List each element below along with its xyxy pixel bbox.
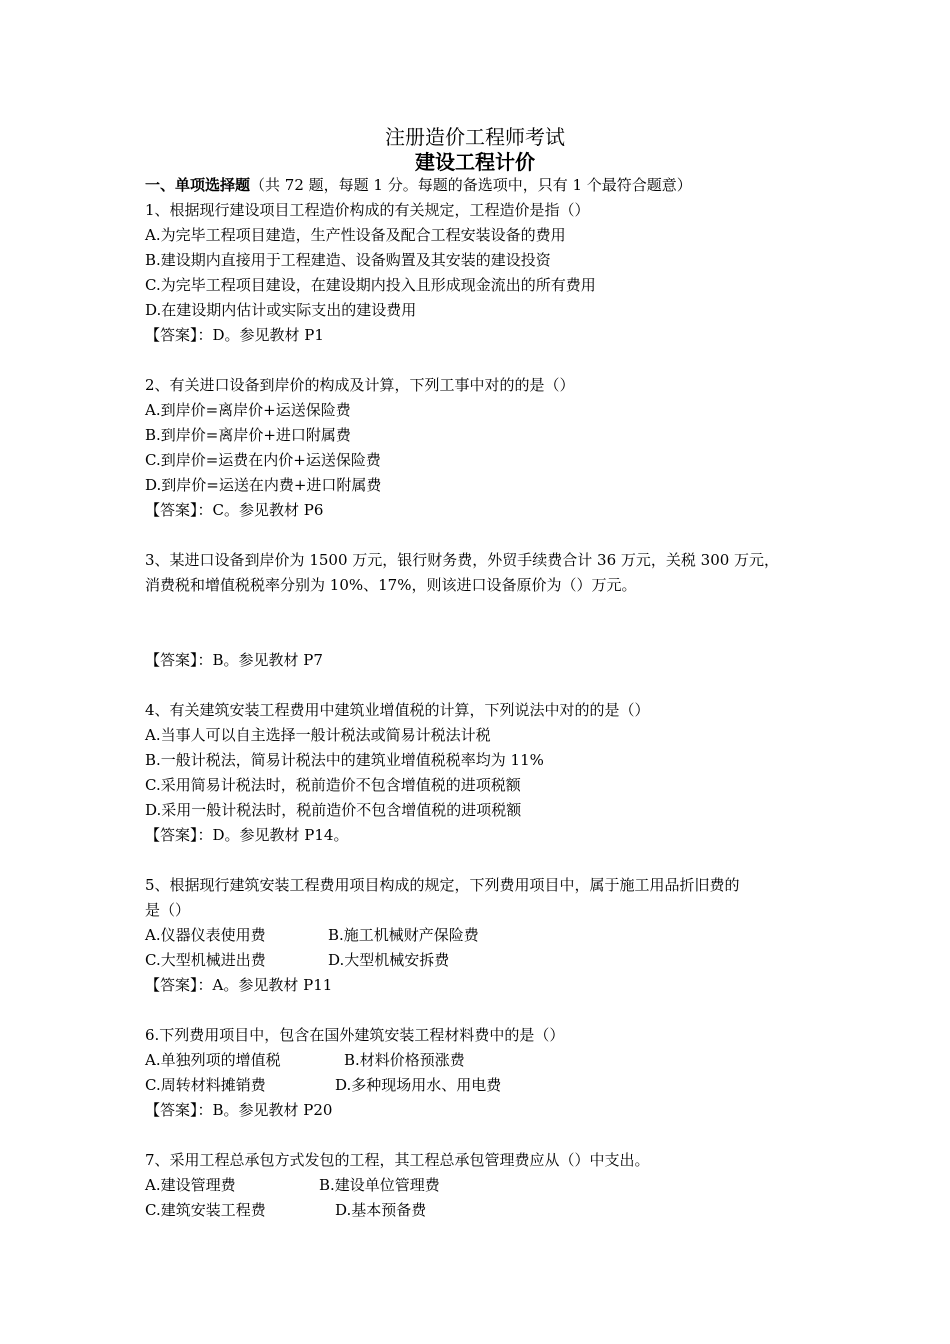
answer: 【答案】：C。参见教材 P6 [145,501,324,519]
option-a: A.建设管理费 [145,1176,236,1194]
option-a: A.为完毕工程项目建造，生产性设备及配合工程安装设备的费用 [145,226,566,244]
document-subtitle: 建设工程计价 [415,150,535,174]
answer: 【答案】：B。参见教材 P20 [145,1101,333,1119]
option-d: D.多种现场用水、用电费 [335,1076,502,1094]
option-a: A.当事人可以自主选择一般计税法或简易计税法计税 [145,726,491,744]
answer: 【答案】：D。参见教材 P1 [145,326,324,344]
option-c: C.大型机械进出费 [145,951,266,969]
question-7 [145,1148,825,1223]
question-6 [145,1023,825,1123]
option-a: A.到岸价=离岸价+运送保险费 [145,401,351,419]
section-heading-label: 一、单项选择题 [145,176,251,194]
question-stem: 4、有关建筑安装工程费用中建筑业增值税的计算，下列说法中对的的是（） [145,701,650,719]
option-d: D.大型机械安拆费 [328,951,450,969]
question-stem: 6.下列费用项目中，包含在国外建筑安装工程材料费中的是（） [145,1026,565,1044]
question-stem-line-2: 消费税和增值税税率分别为 10%、17%，则该进口设备原价为（）万元。 [145,576,637,594]
option-c: C.周转材料摊销费 [145,1076,266,1094]
option-row-2 [145,948,825,973]
document-body [145,173,825,1223]
question-2 [145,373,825,523]
option-d: D.采用一般计税法时，税前造价不包含增值税的进项税额 [145,801,522,819]
option-b: B.一般计税法，简易计税法中的建筑业增值税税率均为 11% [145,751,544,769]
question-stem: 2、有关进口设备到岸价的构成及计算，下列工事中对的的是（） [145,376,575,394]
question-1 [145,198,825,348]
option-d: D.在建设期内估计或实际支出的建设费用 [145,301,417,319]
section-heading-note: （共 72 题，每题 1 分。每题的备选项中，只有 1 个最符合题意） [250,176,692,194]
question-3 [145,548,825,673]
question-stem-line-1: 3、某进口设备到岸价为 1500 万元，银行财务费，外贸手续费合计 36 万元，关税 300 万元， [145,551,780,569]
answer: 【答案】：A。参见教材 P11 [145,976,333,994]
answer: 【答案】：D。参见教材 P14。 [145,826,349,844]
answer: 【答案】：B。参见教材 P7 [145,651,323,669]
option-row-1 [145,1048,825,1073]
option-a: A.仪器仪表使用费 [145,926,266,944]
option-b: B.建设期内直接用于工程建造、设备购置及其安装的建设投资 [145,251,551,269]
option-b: B.施工机械财产保险费 [328,926,479,944]
question-stem-line-2: 是（） [145,901,191,919]
option-c: C.为完毕工程项目建设，在建设期内投入且形成现金流出的所有费用 [145,276,596,294]
option-row-1 [145,923,825,948]
option-c: C.采用简易计税法时，税前造价不包含增值税的进项税额 [145,776,521,794]
option-row-2 [145,1198,825,1223]
question-stem: 7、采用工程总承包方式发包的工程，其工程总承包管理费应从（）中支出。 [145,1151,650,1169]
question-4 [145,698,825,848]
option-b: B.材料价格预涨费 [344,1051,465,1069]
question-stem: 1、根据现行建设项目工程造价构成的有关规定，工程造价是指（） [145,201,590,219]
option-d: D.基本预备费 [335,1201,427,1219]
option-d: D.到岸价=运送在内费+进口附属费 [145,476,382,494]
option-b: B.到岸价=离岸价+进口附属费 [145,426,351,444]
section-heading [145,173,825,198]
option-row-1 [145,1173,825,1198]
option-a: A.单独列项的增值税 [145,1051,281,1069]
document-title: 注册造价工程师考试 [385,125,565,149]
option-c: C.到岸价=运费在内价+运送保险费 [145,451,381,469]
option-row-2 [145,1073,825,1098]
question-stem-line-1: 5、根据现行建筑安装工程费用项目构成的规定，下列费用项目中，属于施工用品折旧费的 [145,876,740,894]
option-b: B.建设单位管理费 [319,1176,440,1194]
option-c: C.建筑安装工程费 [145,1201,266,1219]
question-5 [145,873,825,998]
